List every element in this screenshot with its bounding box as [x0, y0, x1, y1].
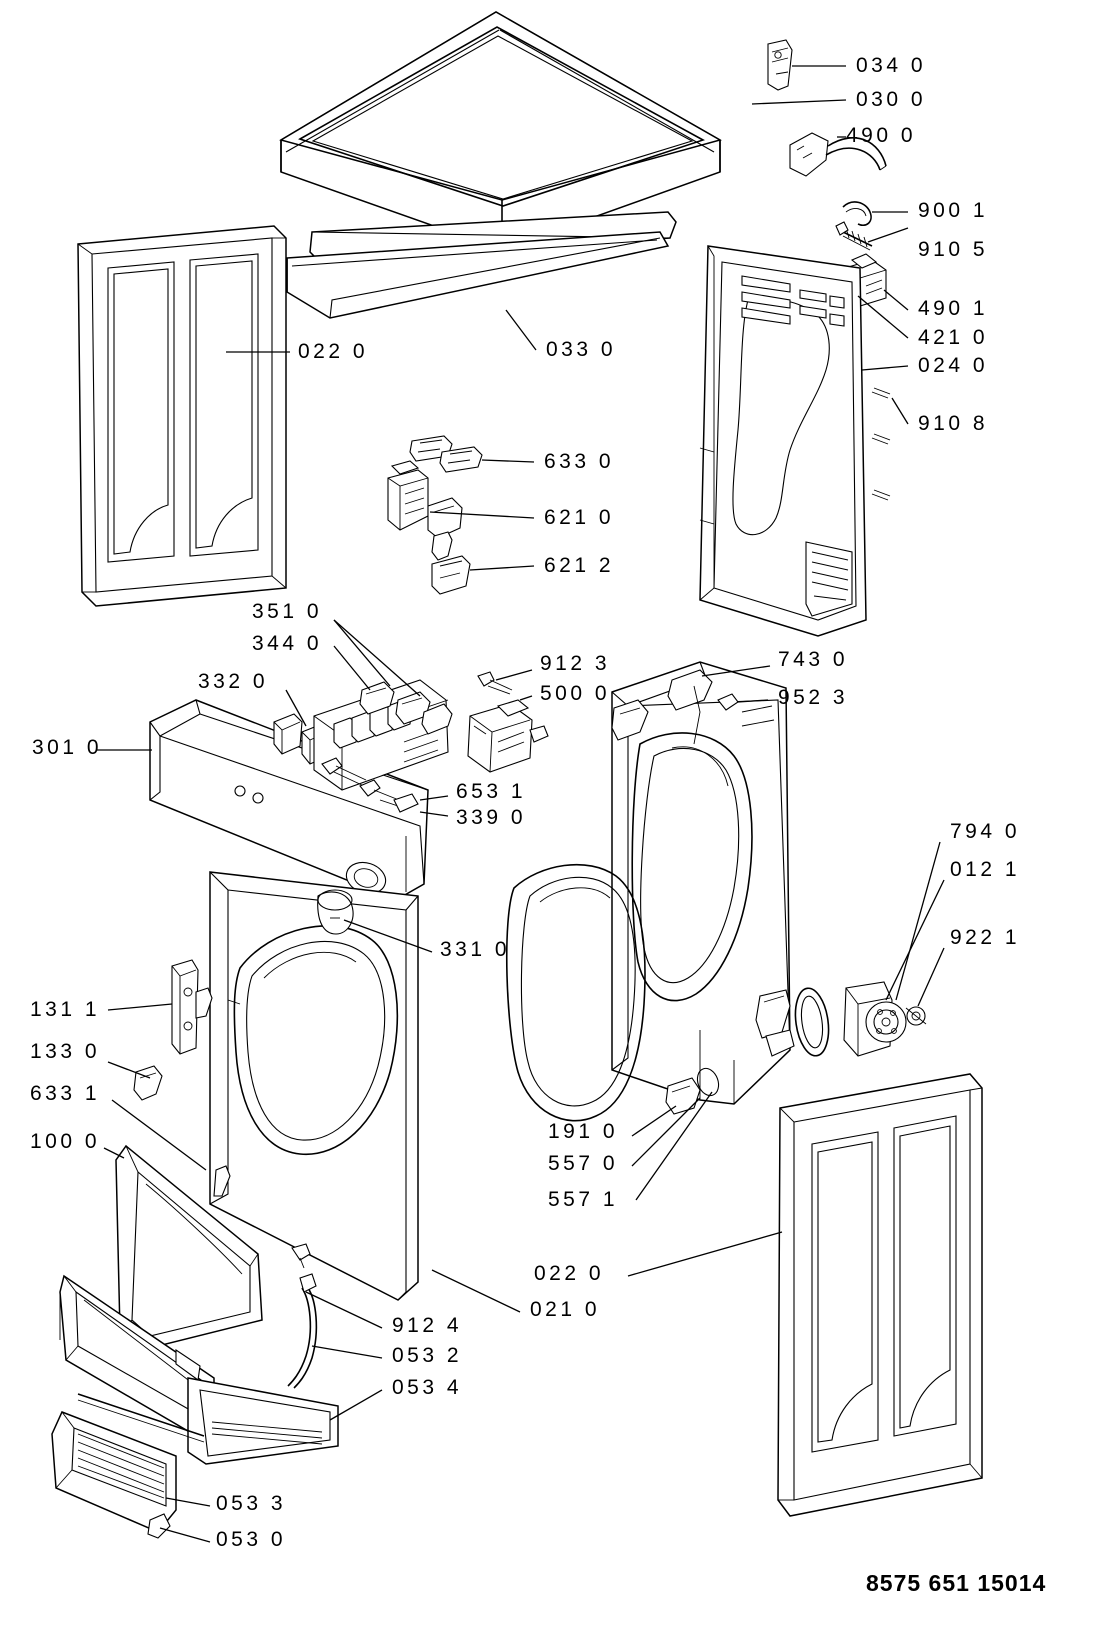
- callout-490-1: 490 1: [918, 297, 989, 320]
- callout-912-3: 912 3: [540, 652, 611, 675]
- hinge-rod-053-2: [288, 1244, 316, 1388]
- spring-clip-900-1: [843, 202, 871, 225]
- clip-621-2: [432, 556, 470, 594]
- callout-332-0: 332 0: [198, 670, 269, 693]
- bracket-clip-034: [768, 40, 792, 90]
- side-panel-022-left: [78, 226, 286, 606]
- switch-assembly-621-0: [388, 461, 462, 560]
- callout-900-1: 900 1: [918, 199, 989, 222]
- callout-021-0: 021 0: [530, 1298, 601, 1321]
- callout-653-1: 653 1: [456, 780, 527, 803]
- callout-351-0: 351 0: [252, 600, 323, 623]
- callout-557-0: 557 0: [548, 1152, 619, 1175]
- toe-kick-panel: [188, 1378, 338, 1464]
- callout-421-0: 421 0: [918, 326, 989, 349]
- callout-621-2: 621 2: [544, 554, 615, 577]
- callout-500-0: 500 0: [540, 682, 611, 705]
- callout-912-4: 912 4: [392, 1314, 463, 1337]
- callout-033-0: 033 0: [546, 338, 617, 361]
- callout-012-1: 012 1: [950, 858, 1021, 881]
- callout-794-0: 794 0: [950, 820, 1021, 843]
- callout-952-3: 952 3: [778, 686, 849, 709]
- thermostat-500-0: [468, 700, 548, 772]
- side-panel-022-right: [778, 1074, 982, 1516]
- callout-133-0: 133 0: [30, 1040, 101, 1063]
- top-frame-part: [287, 212, 676, 318]
- side-panel-024: [700, 246, 866, 636]
- screw-910-5: [836, 222, 872, 250]
- callout-053-4: 053 4: [392, 1376, 463, 1399]
- callout-022-0-left: 022 0: [298, 340, 369, 363]
- callout-331-0: 331 0: [440, 938, 511, 961]
- callout-910-5: 910 5: [918, 238, 989, 261]
- rear-bulkhead-743: [612, 662, 794, 1104]
- bearing-shaft-assembly: [791, 982, 926, 1058]
- terminals-633-0: [410, 436, 482, 472]
- callout-301-0: 301 0: [32, 736, 103, 759]
- callout-053-0: 053 0: [216, 1528, 287, 1551]
- callout-053-3: 053 3: [216, 1492, 287, 1515]
- callout-922-1: 922 1: [950, 926, 1021, 949]
- callout-191-0: 191 0: [548, 1120, 619, 1143]
- callout-910-8: 910 8: [918, 412, 989, 435]
- callout-344-0: 344 0: [252, 632, 323, 655]
- callout-024-0: 024 0: [918, 354, 989, 377]
- screws-910-8: [872, 388, 890, 500]
- callout-022-0-right: 022 0: [534, 1262, 605, 1285]
- door-latch-parts: [134, 960, 212, 1100]
- callout-633-1: 633 1: [30, 1082, 101, 1105]
- callout-100-0: 100 0: [30, 1130, 101, 1153]
- callout-053-2: 053 2: [392, 1344, 463, 1367]
- pcb-module-344-351: [314, 680, 452, 790]
- callout-490-0: 490 0: [846, 124, 917, 147]
- callout-339-0: 339 0: [456, 806, 527, 829]
- callout-621-0: 621 0: [544, 506, 615, 529]
- callout-030-0: 030 0: [856, 88, 927, 111]
- callout-131-1: 131 1: [30, 998, 101, 1021]
- callout-743-0: 743 0: [778, 648, 849, 671]
- callout-034-0: 034 0: [856, 54, 927, 77]
- callout-633-0: 633 0: [544, 450, 615, 473]
- screw-912-3: [478, 672, 512, 694]
- sheet-part-number: 8575 651 15014: [866, 1570, 1047, 1596]
- callout-557-1: 557 1: [548, 1188, 619, 1211]
